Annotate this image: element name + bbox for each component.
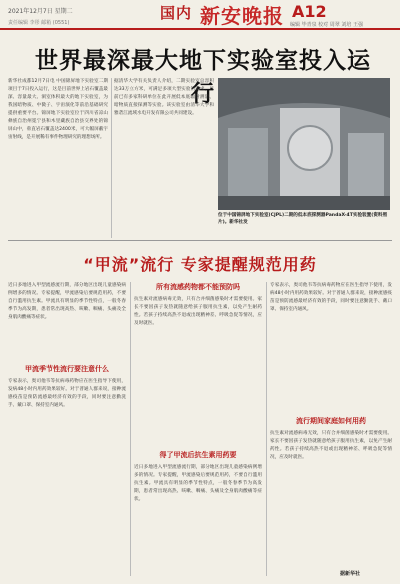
article2-column: 近日多地进入甲型流感流行期，部分地区出现儿童感染病例增多的情况。专家提醒，甲流感染后要规范用药，不要自行滥用抗生素。甲流具有明显的季节性特点，一般冬春季节为高发期，患者常出现高热、咳嗽、咽痛、头痛及全身肌肉酸痛等症状。 (134, 465, 262, 502)
article2-column: 近日多地进入甲型流感流行期，部分地区出现儿童感染病例增多的情况。专家提醒，甲流感染后要规范用药，不要自行滥用抗生素。甲流具有明显的季节性特点，一般冬春季节为高发期，患者常出现高热、咳嗽、咽痛、头痛及全身肌肉酸痛等症状。 (8, 283, 126, 320)
section-title: 国内 (160, 4, 193, 22)
date-line: 2021年12月7日 星期二 (8, 8, 73, 15)
article2-headline: “甲流”流行 专家提醒规范用药 (83, 255, 317, 274)
editor-line: 责任编辑 李彤 邮箱 (0551) (8, 20, 70, 26)
page-number: A12 (292, 2, 327, 21)
lab-photo-image (218, 78, 390, 210)
article2-subhead: 所有流感药物都不能预防吗 (156, 283, 240, 291)
article2-subhead: 甲流季节性流行要注意什么 (25, 365, 109, 373)
article1-headline: 世界最深最大地下实验室投入运行 (35, 48, 371, 107)
article2-subhead: 流行期间家庭如何用药 (296, 417, 366, 425)
article2-signoff: 据新华社 (340, 571, 361, 577)
article2-column: 抗生素对流感病毒无效，只有合并细菌感染时才需要使用。家长不要因孩子发热就随意给孩子服用抗生素，以免产生耐药性。若孩子持续高热不退或出现精神差、呼吸急促等情况，应及时就医。 (134, 297, 262, 326)
staff-line: 编辑 毕青泉 校对 周翠 刘培 王强 (290, 22, 363, 28)
article2-column: 抗生素对流感病毒无效，只有合并细菌感染时才需要使用。家长不要因孩子发热就随意给孩子服用抗生素，以免产生耐药性。若孩子持续高热不退或出现精神差、呼吸急促等情况，应及时就医。 (270, 431, 392, 460)
column-rule (266, 282, 267, 576)
newspaper-logo: 新安晚报 (200, 4, 284, 28)
column-rule (111, 78, 112, 238)
article1-column: 新华社成都12月7日电 中国锦屏地下实验室二期项目于7日投入运行，这是目前世界上岩石覆盖最深、容量最大、洞室体积最大的地下实验室，为我国暗物质、中微子、宇宙演化等前沿基础研究提供重要平台。锦屏地下实验室位于四川省凉山彝族自治州冕宁县和木里藏族自治县交界处的锦屏山中，垂直岩石覆盖达2400米，可大幅屏蔽宇宙射线，是开展稀有事件物理研究的理想场所。 (8, 79, 108, 140)
photo-caption: 位于中国锦屏地下实验室(CJPL)二期的低本底探测器PandaX-4T实验装置(资料照片)。新华社发 (218, 213, 388, 225)
section-divider (8, 240, 392, 241)
article1-column: 据清华大学有关负责人介绍，二期实验室总容积达33万立方米，可满足多项大型实验的需求，目前已有多家科研单位在此开展低本底辐射测量、暗物质直接探测等实验。该实验室由清华大学和雅砻江流域水电开发有限公司共同建设。 (114, 79, 214, 116)
article2-subhead: 得了甲流后抗生素用药要 (159, 451, 237, 459)
column-rule (130, 282, 131, 576)
article2-column: 专家表示，奥司他韦等抗病毒药物应在医生指导下使用，发病48小时内用药效果较好。对于普通人群来说，接种流感疫苗是预防流感最经济有效的手段，同时要注意勤洗手、戴口罩、保持室内通风。 (270, 283, 392, 312)
lab-photo (218, 78, 390, 210)
article2-column: 专家表示，奥司他韦等抗病毒药物应在医生指导下使用，发病48小时内用药效果较好。对于普通人群来说，接种流感疫苗是预防流感最经济有效的手段，同时要注意勤洗手、戴口罩、保持室内通风。 (8, 379, 126, 408)
